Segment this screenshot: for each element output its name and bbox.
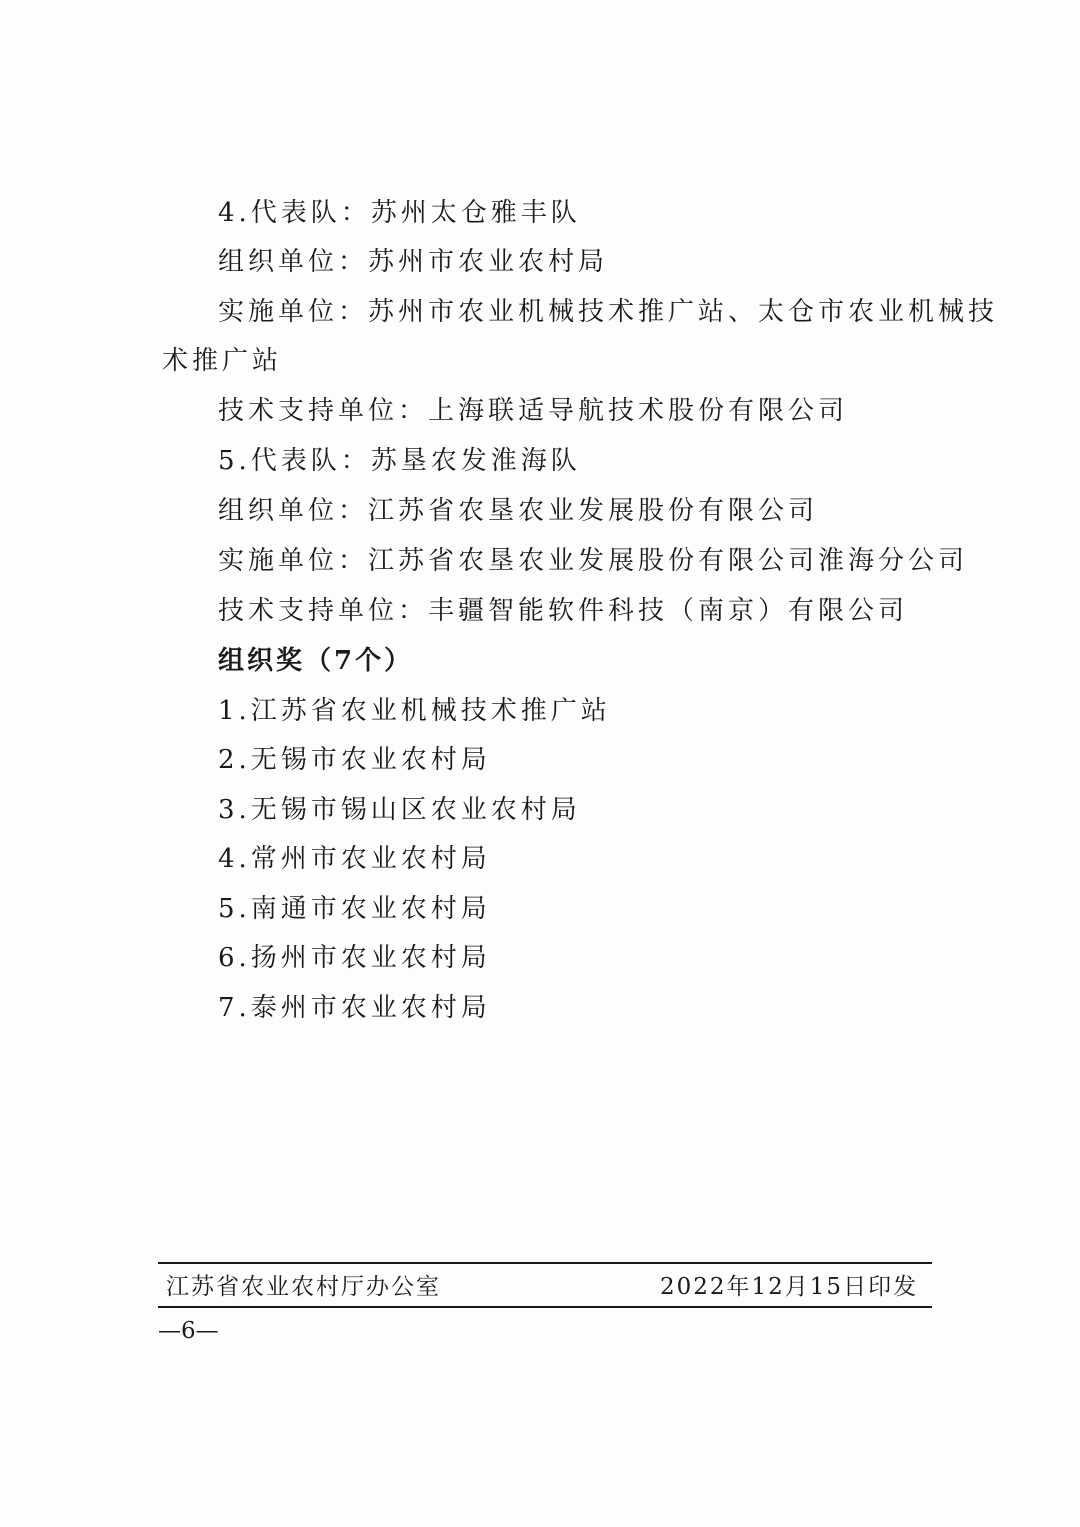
team-5-title: 5.代表队：苏垦农发淮海队: [218, 446, 581, 476]
award-item: 6.扬州市农业农村局: [218, 943, 491, 973]
team-4-organizer: 组织单位：苏州市农业农村局: [218, 247, 609, 277]
footer-top-rule: [158, 1262, 932, 1264]
team-5-organizer: 组织单位：江苏省农垦农业发展股份有限公司: [218, 496, 819, 526]
team-4-title: 4.代表队：苏州太仓雅丰队: [218, 198, 581, 228]
award-item: 1.江苏省农业机械技术推广站: [218, 696, 611, 726]
footer-bottom-rule: [158, 1306, 932, 1308]
page-number: —6—: [158, 1318, 219, 1344]
section-heading-organization-award: 组织奖（7个）: [218, 646, 414, 676]
award-item: 4.常州市农业农村局: [218, 844, 491, 874]
team-5-tech-support: 技术支持单位：丰疆智能软件科技（南京）有限公司: [218, 596, 909, 626]
team-5-implementer: 实施单位：江苏省农垦农业发展股份有限公司淮海分公司: [218, 546, 969, 576]
award-item: 3.无锡市锡山区农业农村局: [218, 795, 581, 825]
team-4-implementer-cont: 术推广站: [162, 346, 283, 376]
award-item: 7.泰州市农业农村局: [218, 993, 491, 1023]
footer-issue-date: 2022年12月15日印发: [660, 1274, 919, 1300]
award-item: 2.无锡市农业农村局: [218, 745, 491, 775]
award-item: 5.南通市农业农村局: [218, 894, 491, 924]
team-4-tech-support: 技术支持单位：上海联适导航技术股份有限公司: [218, 396, 849, 426]
footer-issuer: 江苏省农业农村厅办公室: [166, 1274, 441, 1300]
team-4-implementer: 实施单位：苏州市农业机械技术推广站、太仓市农业机械技: [218, 297, 999, 327]
